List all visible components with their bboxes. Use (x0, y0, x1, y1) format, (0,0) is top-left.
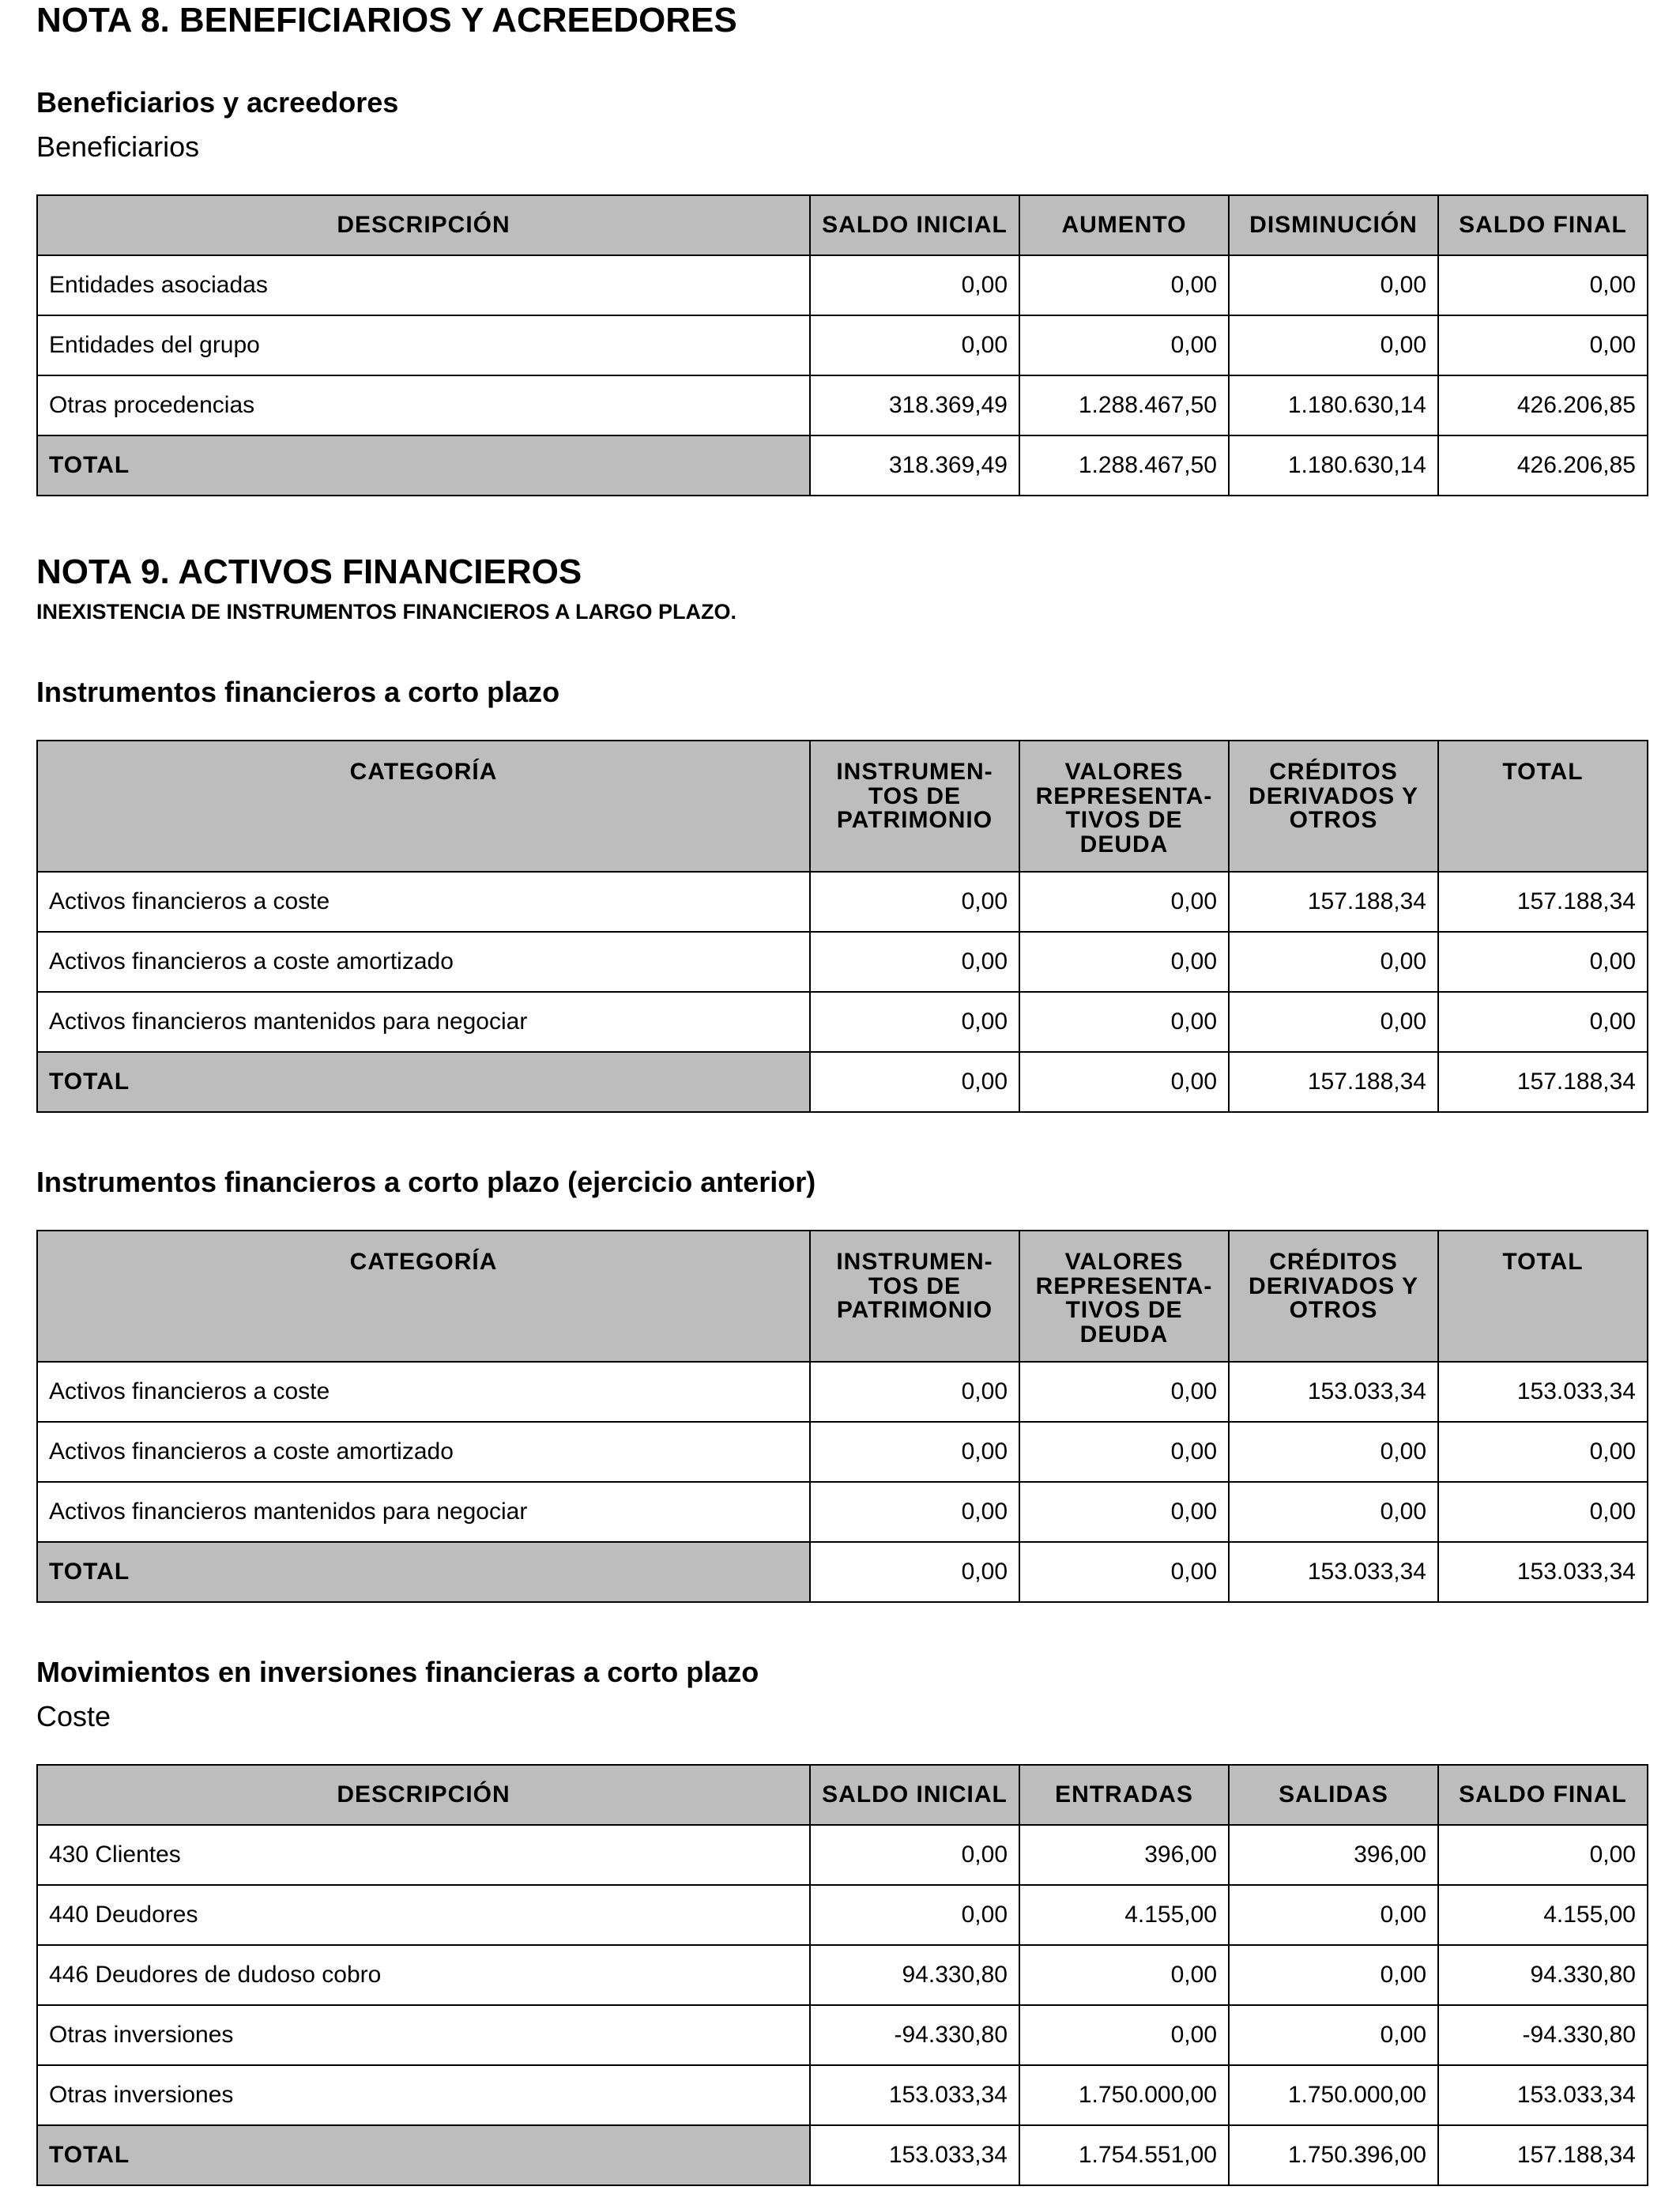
table-header-row (37, 1765, 1648, 1825)
table-row (37, 992, 1648, 1052)
cell-value: 0,00 (1438, 1422, 1648, 1482)
cell-value: 153.033,34 (1229, 1362, 1438, 1422)
column-header: CATEGORÍA (37, 1231, 810, 1362)
column-header: DESCRIPCIÓN (37, 195, 810, 255)
column-header: TOTAL (1438, 741, 1648, 872)
cell-value: 0,00 (1229, 1422, 1438, 1482)
nota9-note: INEXISTENCIA DE INSTRUMENTOS FINANCIEROS A LARGO PLAZO. (36, 600, 737, 624)
movimientos-table (36, 1764, 1648, 2186)
row-description: Otras inversiones (37, 2065, 810, 2125)
column-header: SALDO INICIAL (810, 1765, 1019, 1825)
row-description: Entidades asociadas (37, 255, 810, 315)
cell-value: -94.330,80 (1438, 2005, 1648, 2065)
row-description: TOTAL (37, 1542, 810, 1602)
cell-value: 153.033,34 (1438, 2065, 1648, 2125)
row-description: Activos financieros a coste amortizado (37, 932, 810, 992)
cell-value: 94.330,80 (1438, 1945, 1648, 2005)
cell-value: 0,00 (810, 1542, 1019, 1602)
cell-value: 157.188,34 (1438, 872, 1648, 932)
table-row (37, 1945, 1648, 2005)
cell-value: 0,00 (1438, 992, 1648, 1052)
nota8-label: Beneficiarios (36, 130, 200, 163)
table-row (37, 315, 1648, 375)
table-header-row (37, 741, 1648, 872)
row-description: 430 Clientes (37, 1825, 810, 1885)
cell-value: 0,00 (1438, 315, 1648, 375)
total-row (37, 435, 1648, 496)
cell-value: 396,00 (1019, 1825, 1229, 1885)
column-header: VALORES REPRESENTA- TIVOS DE DEUDA (1019, 741, 1229, 872)
cell-value: 1.288.467,50 (1019, 435, 1229, 496)
column-header: TOTAL (1438, 1231, 1648, 1362)
table-header-row (37, 1231, 1648, 1362)
cell-value: 0,00 (1438, 1482, 1648, 1542)
total-row (37, 1542, 1648, 1602)
cell-value: 0,00 (1438, 1825, 1648, 1885)
cell-value: 153.033,34 (1438, 1362, 1648, 1422)
nota8-subtitle: Beneficiarios y acreedores (36, 86, 399, 119)
cell-value: 0,00 (1019, 1542, 1229, 1602)
column-header: SALDO FINAL (1438, 1765, 1648, 1825)
cell-value: 4.155,00 (1438, 1885, 1648, 1945)
cell-value: 1.180.630,14 (1229, 435, 1438, 496)
corto-plazo-table (36, 740, 1648, 1113)
column-header: SALIDAS (1229, 1765, 1438, 1825)
column-header: ENTRADAS (1019, 1765, 1229, 1825)
table-row (37, 932, 1648, 992)
table-row (37, 1362, 1648, 1422)
cell-value: 1.288.467,50 (1019, 375, 1229, 435)
cell-value: 153.033,34 (810, 2065, 1019, 2125)
cell-value: 0,00 (1229, 992, 1438, 1052)
table-row (37, 872, 1648, 932)
row-description: Activos financieros a coste (37, 872, 810, 932)
row-description: Activos financieros a coste (37, 1362, 810, 1422)
cell-value: 0,00 (810, 1825, 1019, 1885)
cell-value: 0,00 (1019, 872, 1229, 932)
table-row (37, 2005, 1648, 2065)
cell-value: 0,00 (1229, 255, 1438, 315)
cell-value: 0,00 (810, 315, 1019, 375)
corto-plazo-anterior-subtitle: Instrumentos financieros a corto plazo (ejercicio anterior) (36, 1166, 816, 1198)
row-description: Activos financieros mantenidos para negociar (37, 1482, 810, 1542)
cell-value: 0,00 (1229, 1482, 1438, 1542)
table-row (37, 255, 1648, 315)
column-header: CRÉDITOS DERIVADOS Y OTROS (1229, 1231, 1438, 1362)
row-description: Activos financieros a coste amortizado (37, 1422, 810, 1482)
cell-value: 0,00 (810, 872, 1019, 932)
cell-value: 0,00 (1229, 2005, 1438, 2065)
column-header: VALORES REPRESENTA- TIVOS DE DEUDA (1019, 1231, 1229, 1362)
column-header: SALDO FINAL (1438, 195, 1648, 255)
cell-value: 0,00 (1019, 1362, 1229, 1422)
cell-value: 153.033,34 (1438, 1542, 1648, 1602)
row-description: TOTAL (37, 2125, 810, 2185)
row-description: Otras inversiones (37, 2005, 810, 2065)
cell-value: 0,00 (1019, 932, 1229, 992)
cell-value: 157.188,34 (1438, 2125, 1648, 2185)
cell-value: 153.033,34 (1229, 1542, 1438, 1602)
row-description: Activos financieros mantenidos para negociar (37, 992, 810, 1052)
cell-value: 0,00 (1019, 1422, 1229, 1482)
nota9-title: NOTA 9. ACTIVOS FINANCIEROS (36, 552, 582, 591)
table-row (37, 375, 1648, 435)
cell-value: 94.330,80 (810, 1945, 1019, 2005)
cell-value: 0,00 (810, 1052, 1019, 1112)
cell-value: 1.750.000,00 (1019, 2065, 1229, 2125)
cell-value: 0,00 (810, 1362, 1019, 1422)
cell-value: 396,00 (1229, 1825, 1438, 1885)
column-header: CATEGORÍA (37, 741, 810, 872)
cell-value: 0,00 (1438, 932, 1648, 992)
column-header: DESCRIPCIÓN (37, 1765, 810, 1825)
total-row (37, 1052, 1648, 1112)
table-row (37, 2065, 1648, 2125)
cell-value: 157.188,34 (1438, 1052, 1648, 1112)
table-row (37, 1422, 1648, 1482)
cell-value: 318.369,49 (810, 435, 1019, 496)
column-header: CRÉDITOS DERIVADOS Y OTROS (1229, 741, 1438, 872)
total-row (37, 2125, 1648, 2185)
cell-value: 153.033,34 (810, 2125, 1019, 2185)
cell-value: 0,00 (1019, 1052, 1229, 1112)
corto-plazo-subtitle: Instrumentos financieros a corto plazo (36, 676, 560, 708)
beneficiarios-table (36, 194, 1648, 496)
column-header: INSTRUMEN- TOS DE PATRIMONIO (810, 741, 1019, 872)
cell-value: 1.750.396,00 (1229, 2125, 1438, 2185)
cell-value: 0,00 (1019, 255, 1229, 315)
column-header: DISMINUCIÓN (1229, 195, 1438, 255)
cell-value: 318.369,49 (810, 375, 1019, 435)
cell-value: 426.206,85 (1438, 435, 1648, 496)
cell-value: 0,00 (1229, 1885, 1438, 1945)
cell-value: 1.754.551,00 (1019, 2125, 1229, 2185)
corto-plazo-anterior-table (36, 1230, 1648, 1603)
row-description: Entidades del grupo (37, 315, 810, 375)
cell-value: 1.180.630,14 (1229, 375, 1438, 435)
cell-value: -94.330,80 (810, 2005, 1019, 2065)
cell-value: 0,00 (1019, 2005, 1229, 2065)
row-description: TOTAL (37, 435, 810, 496)
cell-value: 4.155,00 (1019, 1885, 1229, 1945)
cell-value: 0,00 (1019, 1482, 1229, 1542)
table-row (37, 1885, 1648, 1945)
cell-value: 0,00 (1229, 315, 1438, 375)
table-header-row (37, 195, 1648, 255)
cell-value: 157.188,34 (1229, 1052, 1438, 1112)
cell-value: 1.750.000,00 (1229, 2065, 1438, 2125)
table-row (37, 1482, 1648, 1542)
cell-value: 157.188,34 (1229, 872, 1438, 932)
row-description: 440 Deudores (37, 1885, 810, 1945)
row-description: Otras procedencias (37, 375, 810, 435)
cell-value: 0,00 (1019, 315, 1229, 375)
cell-value: 0,00 (1229, 932, 1438, 992)
row-description: 446 Deudores de dudoso cobro (37, 1945, 810, 2005)
cell-value: 426.206,85 (1438, 375, 1648, 435)
cell-value: 0,00 (810, 1422, 1019, 1482)
cell-value: 0,00 (1229, 1945, 1438, 2005)
column-header: AUMENTO (1019, 195, 1229, 255)
movimientos-subtitle: Movimientos en inversiones financieras a corto plazo (36, 1656, 759, 1688)
cell-value: 0,00 (1019, 1945, 1229, 2005)
row-description: TOTAL (37, 1052, 810, 1112)
movimientos-label: Coste (36, 1700, 111, 1732)
cell-value: 0,00 (810, 1885, 1019, 1945)
cell-value: 0,00 (1019, 992, 1229, 1052)
nota8-title: NOTA 8. BENEFICIARIOS Y ACREEDORES (36, 1, 737, 40)
cell-value: 0,00 (1438, 255, 1648, 315)
column-header: INSTRUMEN- TOS DE PATRIMONIO (810, 1231, 1019, 1362)
column-header: SALDO INICIAL (810, 195, 1019, 255)
cell-value: 0,00 (810, 1482, 1019, 1542)
table-row (37, 1825, 1648, 1885)
cell-value: 0,00 (810, 932, 1019, 992)
cell-value: 0,00 (810, 992, 1019, 1052)
cell-value: 0,00 (810, 255, 1019, 315)
